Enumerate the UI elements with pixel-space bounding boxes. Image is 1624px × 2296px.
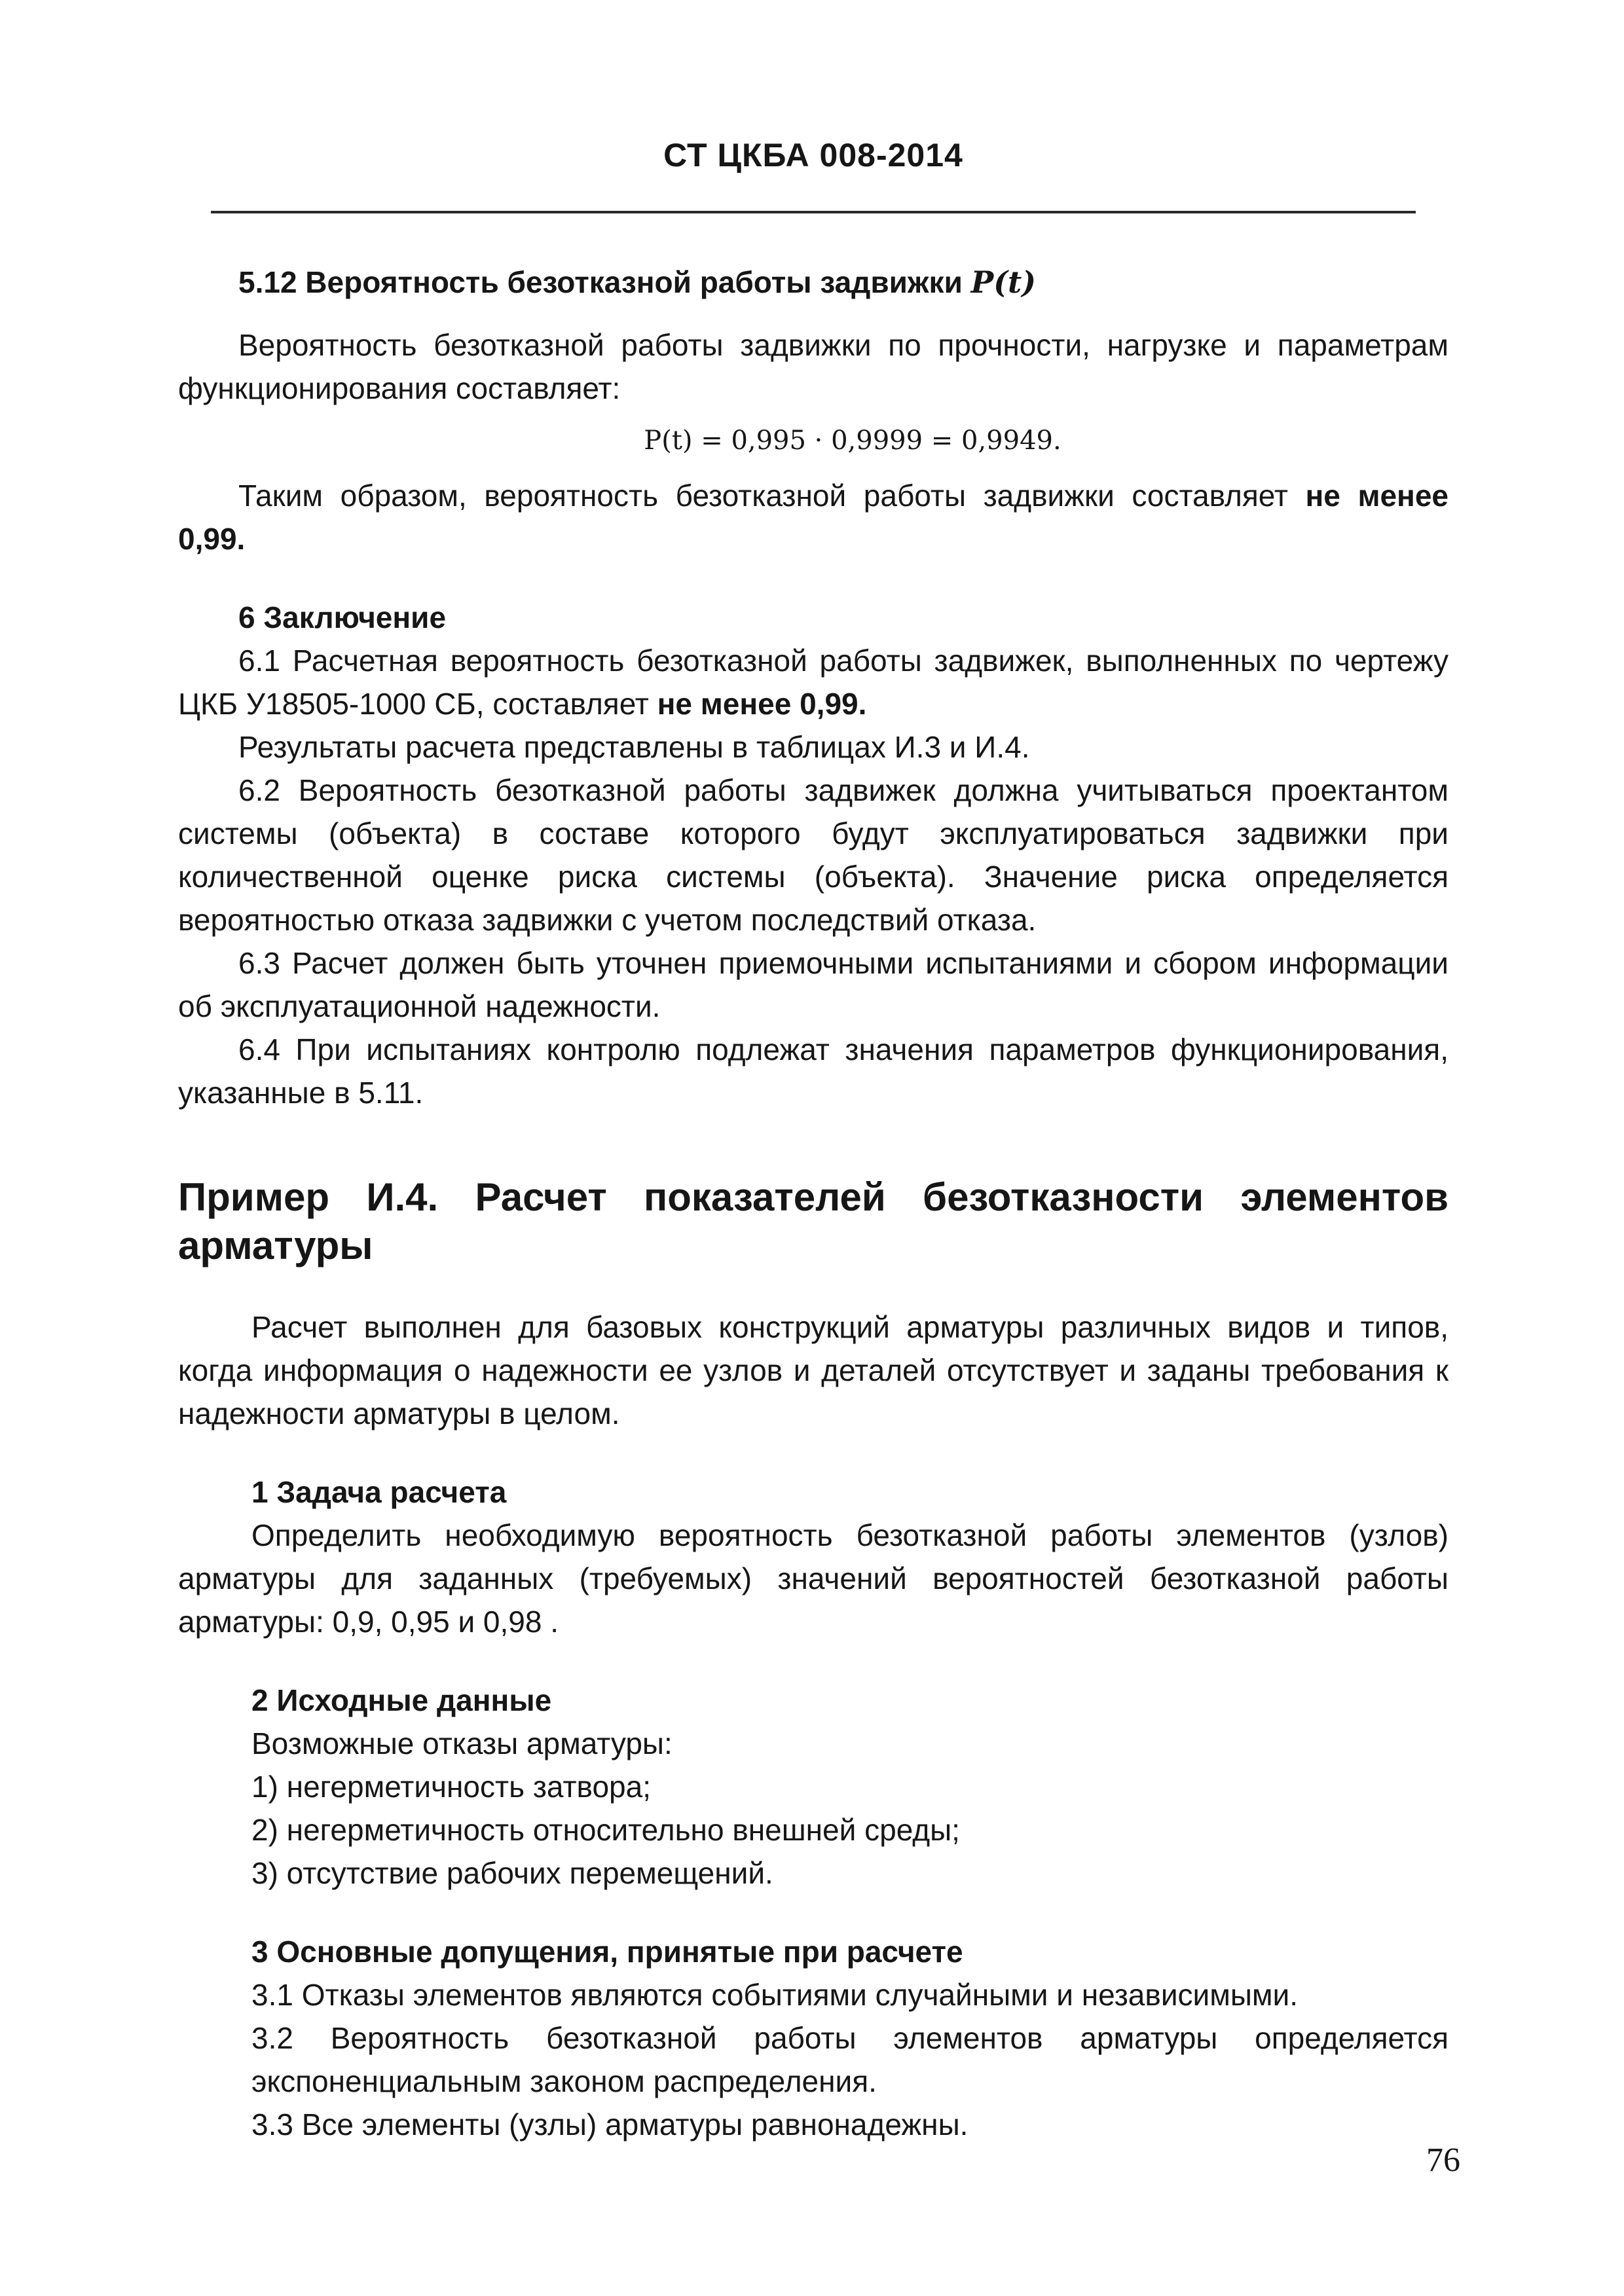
list-item: 3.3 Все элементы (узлы) арматуры равнонадежны. [251,2107,969,2141]
example-title: Пример И.4. Расчет показателей безотказности элементов арматуры [178,1175,1449,1267]
probability-formula: P(t) = 0,995 · 0,9999 = 0,9949. [644,426,1061,456]
paragraph-6-2: 6.2 Вероятность безотказной работы задвижек должна учитываться проектантом системы (объекта) в составе которого будут эксплуатироваться задвижки при количественной оценке риска системы (объекта). Значение риска определяется вероятностью отказа задвижки с учетом последствий отказа. [178,773,1449,937]
paragraph-6-1-text: 6.1 Расчетная вероятность безотказной работы задвижек, выполненных по чертежу ЦКБ У18505-1000 СБ, составляет [178,644,1449,721]
list-item: 1) негерметичность затвора; [251,1770,651,1804]
conclusion-text: Таким образом, вероятность безотказной работы задвижки составляет [238,479,1288,513]
paragraph-6-1-results: Результаты расчета представлены в таблицах И.3 и И.4. [238,730,1030,764]
document-body [178,261,1449,2146]
list-item: 3) отсутствие рабочих перемещений. [251,1856,773,1890]
header-divider [211,211,1416,213]
section-6-heading: 6 Заключение [238,600,447,634]
paragraph-6-1-bold: не менее 0,99. [657,687,867,721]
conclusion-bold: не менее 0,99. [178,479,1449,556]
assumptions-heading: 3 Основные допущения, принятые при расчете [251,1935,963,1969]
document-header-title: СТ ЦКБА 008-2014 [663,137,963,173]
task-text: Определить необходимую вероятность безотказной работы элементов (узлов) арматуры для заданных (требуемых) значений вероятностей безотказной работы арматуры: 0,9, 0,95 и 0,98 . [178,1518,1449,1639]
section-5-12-heading-text: 5.12 Вероятность безотказной работы задвижки [238,265,963,299]
section-5-12-paragraph-1: Вероятность безотказной работы задвижки по прочности, нагрузке и параметрам функционирования составляет: [178,328,1449,405]
paragraph-6-4: 6.4 При испытаниях контролю подлежат значения параметров функционирования, указанные в 5.11. [178,1032,1449,1110]
page-number: 76 [1426,2141,1460,2179]
initial-data-intro: Возможные отказы арматуры: [251,1726,673,1760]
heading-formula: P(t) [970,264,1036,300]
paragraph-6-1 [178,639,1449,725]
list-item: 3.2 Вероятность безотказной работы элементов арматуры определяется экспоненциальным законом распределения. [251,2021,1449,2098]
list-item: 2) негерметичность относительно внешней среды; [251,1813,960,1847]
paragraph-6-3: 6.3 Расчет должен быть уточнен приемочными испытаниями и сбором информации об эксплуатационной надежности. [178,946,1449,1023]
section-5-12-conclusion [178,474,1449,560]
list-item: 3.1 Отказы элементов являются событиями случайными и независимыми. [251,1978,1299,2012]
example-intro: Расчет выполнен для базовых конструкций арматуры различных видов и типов, когда информация о надежности ее узлов и деталей отсутствует и заданы требования к надежности арматуры в целом. [178,1310,1449,1430]
initial-data-heading: 2 Исходные данные [251,1683,552,1717]
section-5-12-heading [178,261,1449,304]
task-heading: 1 Задача расчета [251,1475,507,1509]
